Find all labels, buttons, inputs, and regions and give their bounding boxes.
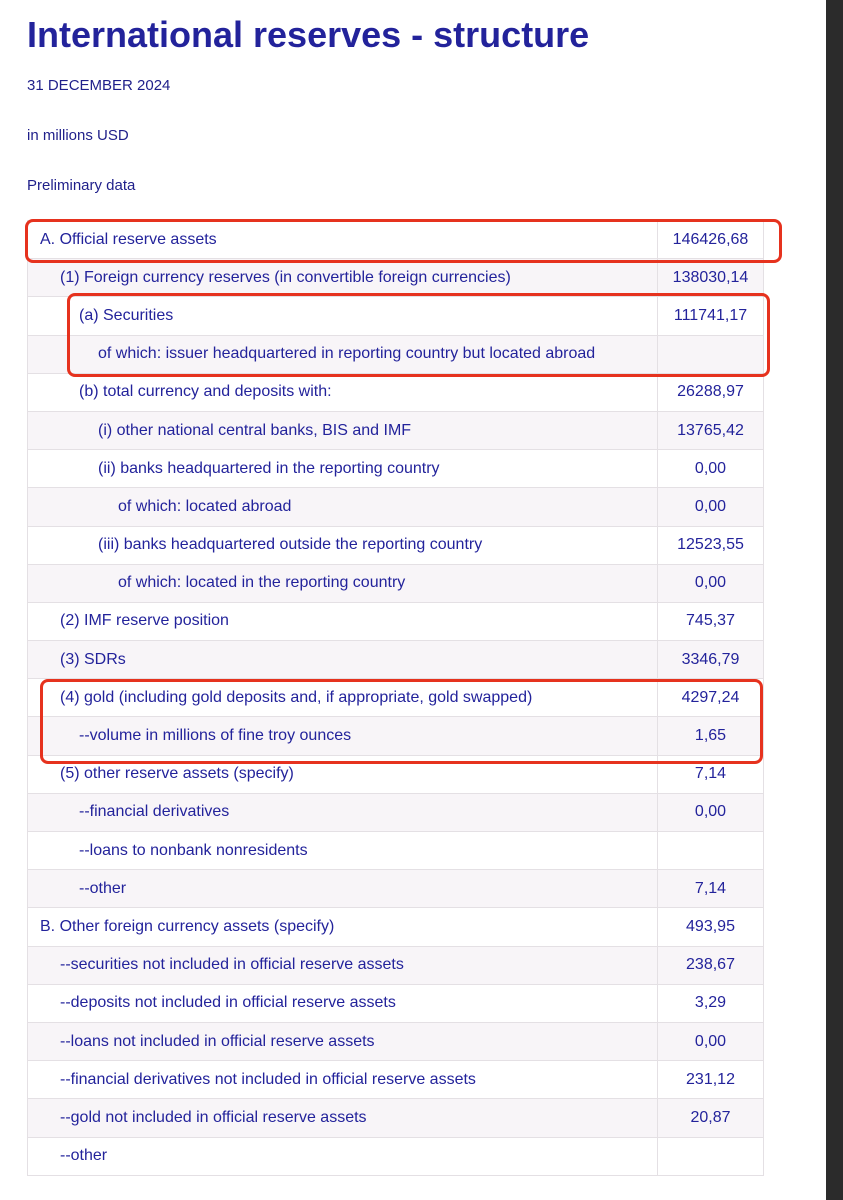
row-label: --financial derivatives <box>28 793 658 831</box>
table-row <box>28 297 764 335</box>
row-value: 238,67 <box>658 946 764 984</box>
row-label: --gold not included in official reserve assets <box>28 1099 658 1137</box>
row-value: 138030,14 <box>658 259 764 297</box>
table-row <box>28 259 764 297</box>
row-value <box>658 832 764 870</box>
row-label: (2) IMF reserve position <box>28 602 658 640</box>
row-label: --other <box>28 1137 658 1175</box>
table-row <box>28 221 764 259</box>
row-value: 0,00 <box>658 564 764 602</box>
row-value: 146426,68 <box>658 221 764 259</box>
row-label: of which: issuer headquartered in reporting country but located abroad <box>28 335 658 373</box>
row-value: 4297,24 <box>658 679 764 717</box>
row-label: (ii) banks headquartered in the reporting country <box>28 450 658 488</box>
row-label: (i) other national central banks, BIS and IMF <box>28 411 658 449</box>
row-value: 493,95 <box>658 908 764 946</box>
row-value: 0,00 <box>658 488 764 526</box>
table-row <box>28 832 764 870</box>
row-value: 3,29 <box>658 984 764 1022</box>
row-label: B. Other foreign currency assets (specify) <box>28 908 658 946</box>
row-value <box>658 335 764 373</box>
row-label: (1) Foreign currency reserves (in convertible foreign currencies) <box>28 259 658 297</box>
row-value: 0,00 <box>658 793 764 831</box>
table-row <box>28 908 764 946</box>
row-label: --deposits not included in official reserve assets <box>28 984 658 1022</box>
table-row <box>28 679 764 717</box>
row-value: 12523,55 <box>658 526 764 564</box>
row-value: 7,14 <box>658 870 764 908</box>
row-value: 111741,17 <box>658 297 764 335</box>
row-value <box>658 1137 764 1175</box>
table-row <box>28 793 764 831</box>
row-label: (iii) banks headquartered outside the reporting country <box>28 526 658 564</box>
row-label: A. Official reserve assets <box>28 221 658 259</box>
table-row <box>28 717 764 755</box>
row-label: (a) Securities <box>28 297 658 335</box>
row-label: of which: located abroad <box>28 488 658 526</box>
table-row <box>28 1137 764 1175</box>
row-label: (4) gold (including gold deposits and, if appropriate, gold swapped) <box>28 679 658 717</box>
row-label: --other <box>28 870 658 908</box>
table-row <box>28 1022 764 1060</box>
row-value: 0,00 <box>658 450 764 488</box>
row-value: 1,65 <box>658 717 764 755</box>
reserves-table-body <box>28 221 764 1176</box>
row-value: 745,37 <box>658 602 764 640</box>
row-label: (b) total currency and deposits with: <box>28 373 658 411</box>
report-date: 31 DECEMBER 2024 <box>27 77 171 94</box>
row-value: 3346,79 <box>658 641 764 679</box>
table-row <box>28 946 764 984</box>
row-label: (5) other reserve assets (specify) <box>28 755 658 793</box>
table-row <box>28 564 764 602</box>
row-label: --volume in millions of fine troy ounces <box>28 717 658 755</box>
row-value: 231,12 <box>658 1061 764 1099</box>
table-row <box>28 870 764 908</box>
table-row <box>28 641 764 679</box>
row-value: 13765,42 <box>658 411 764 449</box>
table-row <box>28 755 764 793</box>
row-value: 26288,97 <box>658 373 764 411</box>
row-value: 20,87 <box>658 1099 764 1137</box>
table-row <box>28 450 764 488</box>
table-row <box>28 984 764 1022</box>
table-row <box>28 1099 764 1137</box>
preliminary-note: Preliminary data <box>27 177 136 194</box>
unit-label: in millions USD <box>27 127 129 144</box>
table-row <box>28 526 764 564</box>
row-label: of which: located in the reporting country <box>28 564 658 602</box>
table-row <box>28 1061 764 1099</box>
row-label: --loans to nonbank nonresidents <box>28 832 658 870</box>
row-value: 0,00 <box>658 1022 764 1060</box>
table-row <box>28 411 764 449</box>
reserves-table <box>27 220 764 1176</box>
row-label: --loans not included in official reserve assets <box>28 1022 658 1060</box>
table-row <box>28 335 764 373</box>
table-row <box>28 488 764 526</box>
table-row <box>28 373 764 411</box>
row-label: (3) SDRs <box>28 641 658 679</box>
page-title: International reserves - structure <box>27 14 590 55</box>
row-label: --financial derivatives not included in official reserve assets <box>28 1061 658 1099</box>
row-value: 7,14 <box>658 755 764 793</box>
row-label: --securities not included in official reserve assets <box>28 946 658 984</box>
table-row <box>28 602 764 640</box>
